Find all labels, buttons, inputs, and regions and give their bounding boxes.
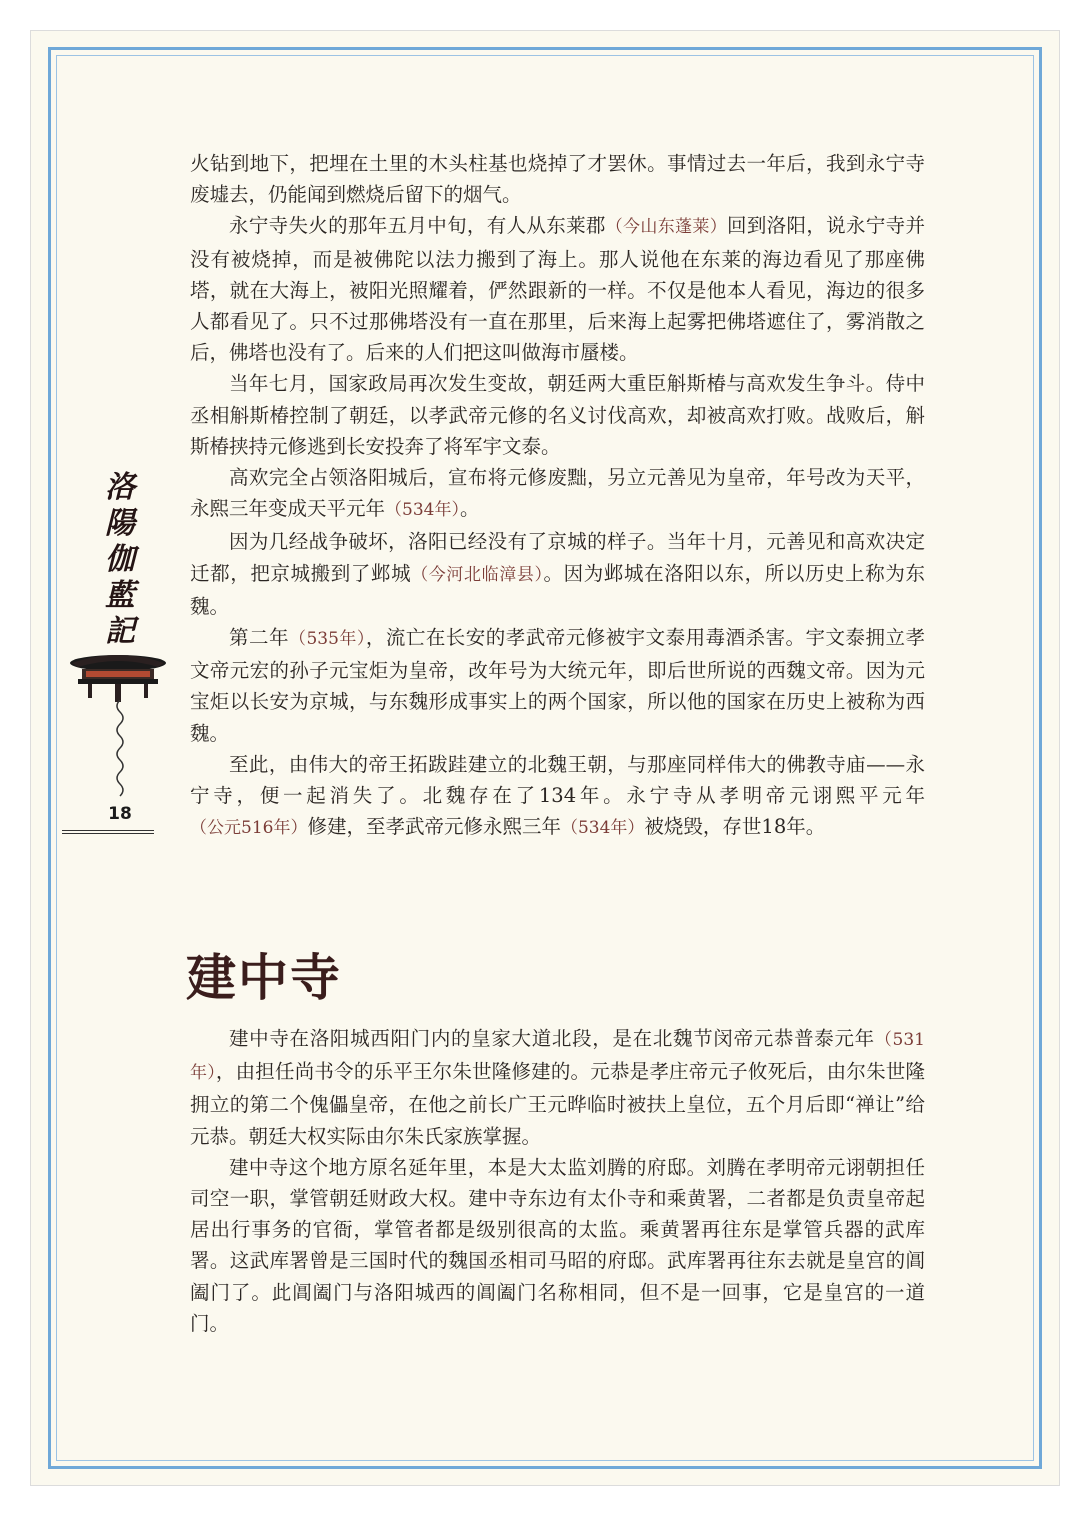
paragraph: 火钻到地下，把埋在土里的木头柱基也烧掉了才罢休。事情过去一年后，我到永宁寺废墟去，仍能闻到燃烧后留下的烟气。 <box>190 152 925 207</box>
annotation: （今山东蓬莱） <box>605 217 728 238</box>
body-text-bottom <box>190 1023 925 1339</box>
page-number-rule <box>62 830 154 834</box>
squiggle-ornament <box>110 700 130 800</box>
paragraph: 因为几经战争破坏，洛阳已经没有了京城的样子。当年十月，元善见和高欢决定迁都，把京城搬到了邺城（今河北临漳县）。因为邺城在洛阳以东，所以历史上称为东魏。 <box>190 530 925 618</box>
annotation: （今河北临漳县） <box>411 564 544 585</box>
body-text-top <box>190 148 925 844</box>
paragraph: 建中寺这个地方原名延年里，本是大太监刘腾的府邸。刘腾在孝明帝元诩朝担任司空一职，掌管朝廷财政大权。建中寺东边有太仆寺和乘黄署，二者都是负责皇帝起居出行事务的官衙，掌管者都是级别很高的太监。乘黄署再往东是掌管兵器的武库署。这武库署曾是三国时代的魏国丞相司马昭的府邸。武库署再往东去就是皇宫的阊阖门了。此阊阖门与洛阳城西的阊阖门名称相同，但不是一回事，它是皇宫的一道门。 <box>190 1155 925 1335</box>
page-number: 18 <box>108 804 132 824</box>
paragraph: 建中寺在洛阳城西阳门内的皇家大道北段，是在北魏节闵帝元恭普泰元年（531年），由担任尚书令的乐平王尔朱世隆修建的。元恭是孝庄帝元子攸死后，由尔朱世隆拥立的第二个傀儡皇帝，在他之前长广王元晔临时被扶上皇位，五个月后即“禅让”给元恭。朝廷大权实际由尔朱氏家族掌握。 <box>190 1027 925 1148</box>
annotation: （534年） <box>560 818 645 839</box>
paragraph: 第二年（535年），流亡在长安的孝武帝元修被宇文泰用毒酒杀害。宇文泰拥立孝文帝元宏的孙子元宝炬为皇帝，改年号为大统元年，即后世所说的西魏文帝。因为元宝炬以长安为京城，与东魏形成事实上的两个国家，所以他的国家在历史上被称为西魏。 <box>190 626 925 745</box>
annotation: （534年） <box>385 500 460 521</box>
annotation: （535年） <box>288 629 366 650</box>
section-title: 建中寺 <box>186 948 342 1007</box>
pavilion-icon <box>68 645 168 705</box>
annotation: （531年） <box>190 1030 925 1084</box>
side-book-title: 洛陽伽藍記 <box>105 470 135 649</box>
paragraph: 永宁寺失火的那年五月中旬，有人从东莱郡（今山东蓬莱）回到洛阳，说永宁寺并没有被烧掉，而是被佛陀以法力搬到了海上。那人说他在东莱的海边看见了那座佛塔，就在大海上，被阳光照耀着，俨然跟新的一样。不仅是他本人看见，海边的很多人都看见了。只不过那佛塔没有一直在那里，后来海上起雾把佛塔遮住了，雾消散之后，佛塔也没有了。后来的人们把这叫做海市蜃楼。 <box>190 214 925 365</box>
paragraph: 至此，由伟大的帝王拓跋跬建立的北魏王朝，与那座同样伟大的佛教寺庙——永宁寺，便一起消失了。北魏存在了134年。永宁寺从孝明帝元诩熙平元年（公元516年）修建，至孝武帝元修永熙三年（534年）被烧毁，存世18年。 <box>190 752 925 839</box>
paragraph: 当年七月，国家政局再次发生变故，朝廷两大重臣斛斯椿与高欢发生争斗。侍中丞相斛斯椿控制了朝廷，以孝武帝元修的名义讨伐高欢，却被高欢打败。战败后，斛斯椿挟持元修逃到长安投奔了将军宇文泰。 <box>190 372 925 458</box>
annotation: （公元516年） <box>190 818 308 839</box>
paragraph: 高欢完全占领洛阳城后，宣布将元修废黜，另立元善见为皇帝，年号改为天平，永熙三年变成天平元年（534年）。 <box>190 466 925 521</box>
